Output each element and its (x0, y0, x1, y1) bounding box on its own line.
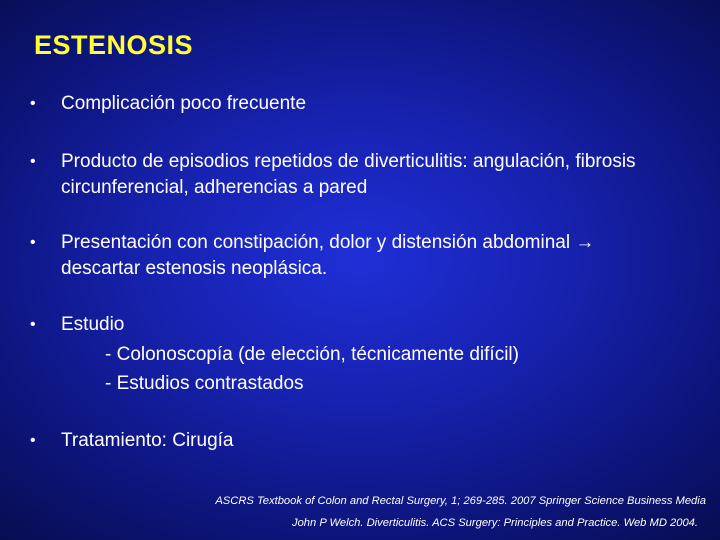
bullet-dot: • (30, 234, 36, 251)
bullet-dot: • (30, 432, 36, 449)
bullet-dot: • (30, 95, 36, 112)
bullet-item (30, 230, 690, 282)
bullet-item (30, 91, 690, 117)
sub-bullet-text: - Colonoscopía (de elección, técnicamente difícil) (105, 344, 519, 365)
bullet-text: Complicación poco frecuente (61, 93, 307, 114)
bullet-text-part: descartar estenosis neoplásica. (61, 258, 328, 279)
bullet-item (30, 149, 690, 201)
slide-title: ESTENOSIS (34, 30, 194, 60)
sub-bullet-text: - Estudios contrastados (105, 373, 304, 394)
arrow-right-icon: → (575, 232, 595, 253)
bullet-dot: • (30, 153, 36, 170)
bullet-dot: • (30, 316, 36, 333)
bullet-item (30, 428, 690, 454)
bullet-item (30, 312, 690, 398)
bullet-text (61, 230, 690, 282)
reference-text: John P Welch. Diverticulitis. ACS Surgery: Principles and Practice. Web MD 2004. (291, 517, 698, 529)
bullet-text: Producto de episodios repetidos de diverticulitis: angulación, fibrosis circunferencial, adherencias a pared (61, 151, 636, 198)
bullet-text: Estudio (61, 314, 125, 335)
reference-text: ASCRS Textbook of Colon and Rectal Surgery, 1; 269-285. 2007 Springer Science Business Media (215, 495, 706, 507)
bullet-text-part: Presentación con constipación, dolor y distensión abdominal (61, 232, 571, 253)
bullet-text: Tratamiento: Cirugía (61, 430, 234, 451)
